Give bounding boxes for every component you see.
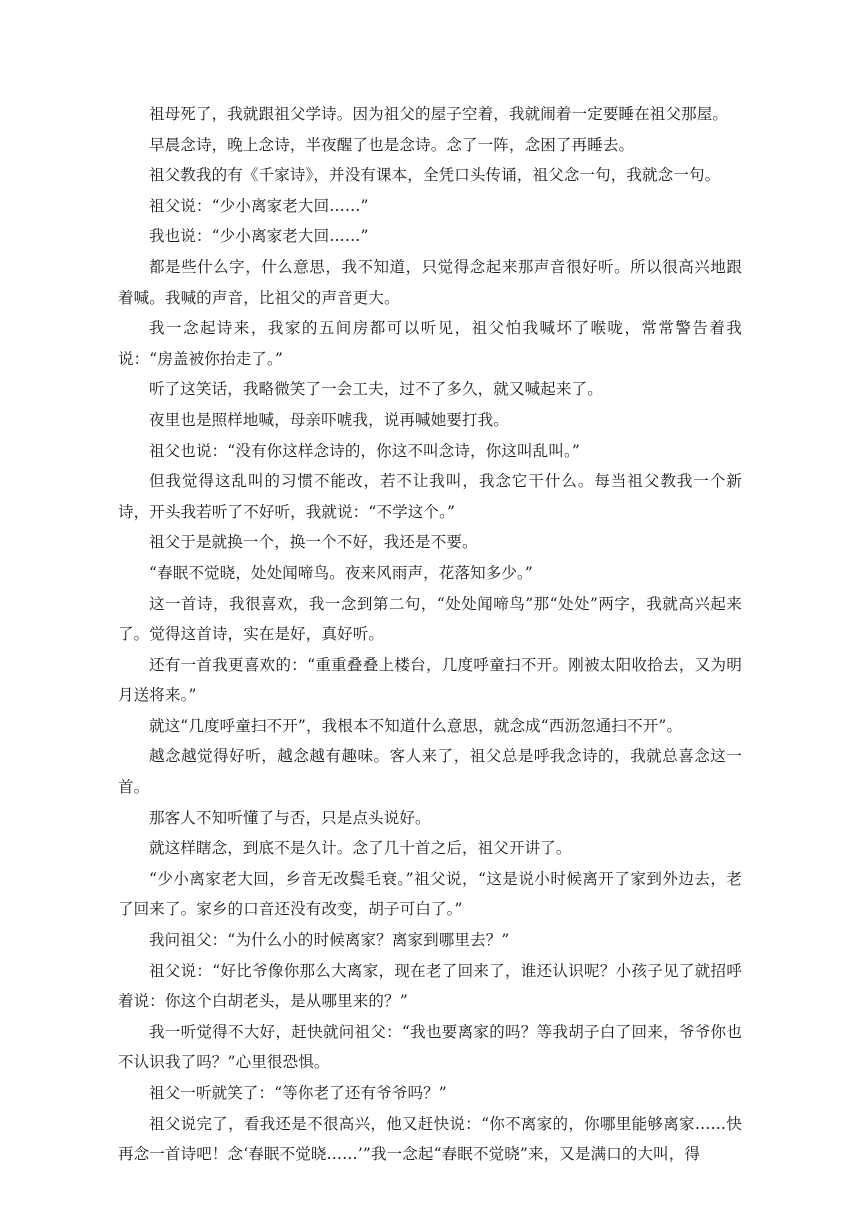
paragraph: 还有一首我更喜欢的：“重重叠叠上楼台，几度呼童扫不开。刚被太阳收拾去，又为明月送将来。” — [118, 655, 742, 705]
paragraph: 但我觉得这乱叫的习惯不能改，若不让我叫，我念它干什么。每当祖父教我一个新诗，开头我若听了不好听，我就说：“不学这个。” — [118, 472, 742, 521]
paragraph: 我一念起诗来，我家的五间房都可以听见，祖父怕我喊坏了喉咙，常常警告着我说：“房盖被你抬走了。” — [118, 319, 742, 368]
paragraph: “少小离家老大回，乡音无改鬓毛衰。”祖父说，“这是说小时候离开了家到外边去，老了回来了。家乡的口音还没有改变，胡子可白了。” — [118, 869, 742, 919]
paragraph: 我也说：“少小离家老大回……” — [149, 227, 369, 246]
paragraph: 祖父说：“少小离家老大回……” — [149, 196, 369, 215]
paragraph: 听了这笑话，我略微笑了一会工夫，过不了多久，就又喊起来了。 — [149, 380, 603, 399]
paragraph: 祖父说完了，看我还是不很高兴，他又赶快说：“你不离家的，你哪里能够离家……快再念一首诗吧！念‘春眠不觉晓……’”我一念起“春眠不觉晓”来，又是满口的大叫，得 — [118, 1114, 742, 1164]
paragraph: 我问祖父：“为什么小的时候离家？离家到哪里去？” — [149, 931, 510, 950]
paragraph: “春眠不觉晓，处处闻啼鸟。夜来风雨声，花落知多少。” — [149, 563, 533, 582]
paragraph: 夜里也是照样地喊，母亲吓唬我，说再喊她要打我。 — [149, 410, 509, 429]
paragraph: 这一首诗，我很喜欢，我一念到第二句，“处处闻啼鸟”那“处处”两字，我就高兴起来了。觉得这首诗，实在是好，真好听。 — [118, 594, 742, 644]
paragraph: 早晨念诗，晚上念诗，半夜醒了也是念诗。念了一阵，念困了再睡去。 — [149, 135, 635, 154]
document-body — [118, 99, 742, 1170]
paragraph: 都是些什么字，什么意思，我不知道，只觉得念起来那声音很好听。所以很高兴地跟着喊。我喊的声音，比祖父的声音更大。 — [118, 257, 742, 307]
paragraph: 祖父说：“好比爷像你那么大离家，现在老了回来了，谁还认识呢？小孩子见了就招呼着说：你这个白胡老头，是从哪里来的？” — [118, 961, 742, 1011]
paragraph: 我一听觉得不大好，赶快就问祖父：“我也要离家的吗？等我胡子白了回来，爷爷你也不认识我了吗？”心里很恐惧。 — [118, 1022, 742, 1072]
paragraph: 那客人不知听懂了与否，只是点头说好。 — [149, 808, 431, 827]
paragraph: 祖父也说：“没有你这样念诗的，你这不叫念诗，你这叫乱叫。” — [149, 441, 580, 460]
paragraph: 就这“几度呼童扫不开”，我根本不知道什么意思，就念成“西沥忽通扫不开”。 — [149, 716, 683, 735]
paragraph: 祖父于是就换一个，换一个不好，我还是不要。 — [149, 533, 478, 552]
paragraph: 就这样瞎念，到底不是久计。念了几十首之后，祖父开讲了。 — [149, 839, 572, 858]
paragraph: 越念越觉得好听，越念越有趣味。客人来了，祖父总是呼我念诗的，我就总喜念这一首。 — [118, 747, 742, 797]
paragraph: 祖母死了，我就跟祖父学诗。因为祖父的屋子空着，我就闹着一定要睡在祖父那屋。 — [149, 105, 729, 123]
paragraph: 祖父教我的有《千家诗》，并没有课本，全凭口头传诵，祖父念一句，我就念一句。 — [149, 166, 721, 185]
paragraph: 祖父一听就笑了：“等你老了还有爷爷吗？” — [149, 1084, 447, 1102]
